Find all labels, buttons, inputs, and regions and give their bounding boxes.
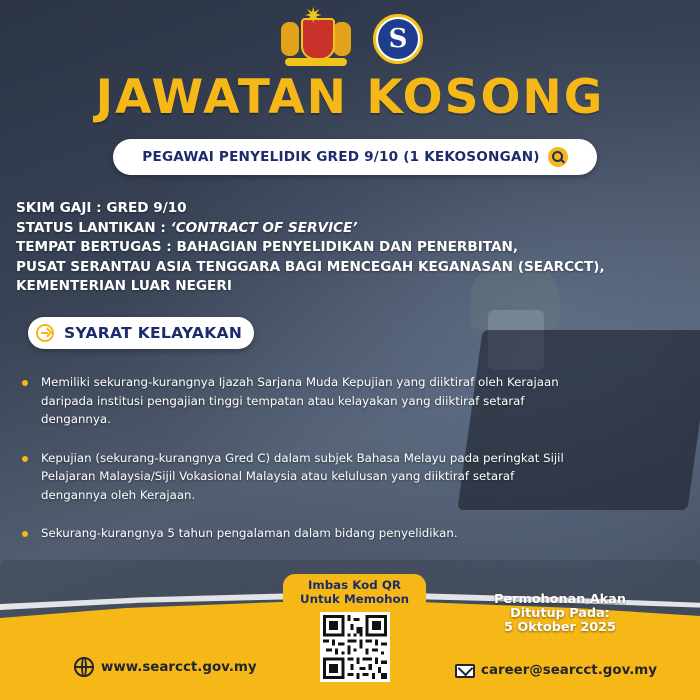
website-url[interactable]: www.searcct.gov.my [101,659,257,675]
page-title: JAWATAN KOSONG [95,70,605,125]
requirements-heading [28,317,254,349]
bullet-icon [22,531,28,537]
magnifier-icon [548,147,568,167]
email-address[interactable]: career@searcct.gov.my [481,663,657,678]
email-link[interactable] [455,663,657,678]
globe-icon [74,657,94,677]
workplace-line-2: PUSAT SERANTAU ASIA TENGGARA BAGI MENCEGAH KEGANASAN (SEARCCT), [16,258,605,275]
bullet-icon [22,456,28,462]
requirements-list [22,373,672,543]
list-item: Kepujian (sekurang-kurangnya Gred C) dalam subjek Bahasa Melayu pada peringkat Sijil Pelajaran Malaysia/Sijil Vokasional Malaysia atau kelulusan yang diiktiraf setaraf dengannya oleh Kerajaan. [22,449,672,505]
appointment-status: STATUS LANTIKAN : ‘CONTRACT OF SERVICE’ [16,219,358,236]
malaysia-coat-of-arms-icon: ✷ [277,8,355,70]
workplace-line-3: KEMENTERIAN LUAR NEGERI [16,278,232,294]
job-info [16,199,686,297]
list-item: Sekurang-kurangnya 5 tahun pengalaman dalam bidang penyelidikan. [22,524,672,543]
salary-scheme: SKIM GAJI : GRED 9/10 [16,200,187,216]
position-banner [113,139,597,175]
workplace-line-1: TEMPAT BERTUGAS : BAHAGIAN PENYELIDIKAN DAN PENERBITAN, [16,239,519,255]
envelope-icon [455,664,475,678]
bullet-icon [22,380,28,386]
qr-label: Imbas Kod QR Untuk Memohon [299,578,409,606]
qr-panel [283,574,426,700]
requirements-heading-label: SYARAT KELAYAKAN [64,324,243,342]
list-item: Memiliki sekurang-kurangnya Ijazah Sarjana Muda Kepujian yang diiktiraf oleh Kerajaan daripada institusi pengajian tinggi tempatan atau kelayakan yang diiktiraf setaraf dengannya. [22,373,672,429]
website-link[interactable] [74,657,257,677]
logo-row [0,4,700,70]
closing-date: Permohonan Akan Ditutup Pada: 5 Oktober 2025 [494,592,626,635]
arrow-circle-right-icon [36,324,54,342]
position-title: PEGAWAI PENYELIDIK GRED 9/10 (1 KEKOSONGAN) [142,149,540,165]
searcct-logo-icon: S [373,14,423,64]
qr-code-icon[interactable] [320,612,390,682]
